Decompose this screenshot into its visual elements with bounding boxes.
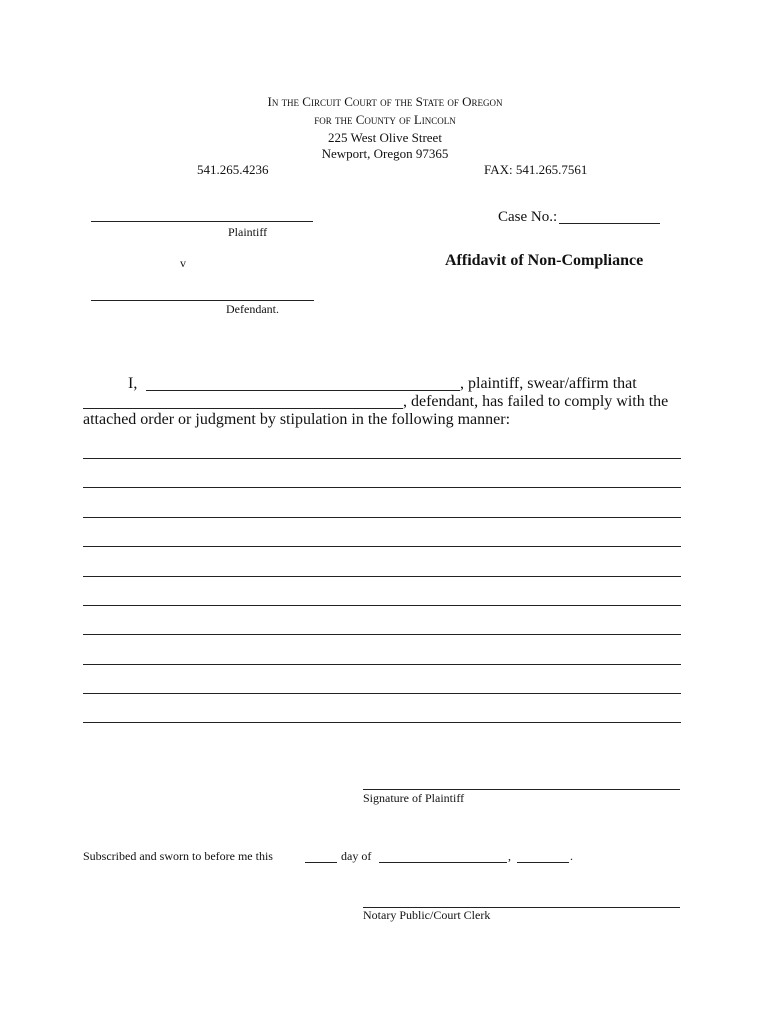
plaintiff-signature-label: Signature of Plaintiff [363,791,465,805]
manner-line[interactable] [83,664,681,665]
statement-line3: attached order or judgment by stipulation in the following manner: [83,411,511,428]
plaintiff-signature-line[interactable] [363,789,680,790]
period-text: . [570,849,573,863]
statement-line1-end: , plaintiff, swear/affirm that [460,375,637,392]
statement-line2-end: , defendant, has failed to comply with the [403,393,669,410]
court-city: Newport, Oregon 97365 [321,146,449,161]
court-fax: FAX: 541.265.7561 [484,162,588,177]
plaintiff-name-field[interactable] [91,221,313,222]
court-street: 225 West Olive Street [328,130,442,145]
statement-i: I, [128,375,138,392]
manner-line[interactable] [83,634,681,635]
sworn-text: Subscribed and sworn to before me this [83,849,273,863]
form-title: Affidavit of Non-Compliance [445,252,644,269]
plaintiff-name-blank[interactable] [146,390,460,391]
sworn-month-field[interactable] [379,862,507,863]
court-phone: 541.265.4236 [197,162,269,177]
plaintiff-label: Plaintiff [228,225,268,239]
court-name-line2: for the County of Lincoln [314,112,456,127]
manner-line[interactable] [83,517,681,518]
case-number-label: Case No.: [498,209,558,225]
court-name-line1: In the Circuit Court of the State of Oregon [267,94,503,109]
manner-line[interactable] [83,722,681,723]
manner-line[interactable] [83,605,681,606]
case-number-field[interactable] [559,223,660,224]
manner-line[interactable] [83,458,681,459]
sworn-year-field[interactable] [517,862,569,863]
notary-label: Notary Public/Court Clerk [363,908,491,922]
sworn-day-field[interactable] [305,862,337,863]
manner-line[interactable] [83,693,681,694]
defendant-name-blank[interactable] [83,408,403,409]
comma-text: , [508,849,511,863]
manner-line[interactable] [83,546,681,547]
defendant-label: Defendant. [226,302,279,316]
versus-label: v [180,256,186,270]
manner-line[interactable] [83,487,681,488]
manner-line[interactable] [83,576,681,577]
defendant-name-field[interactable] [91,300,314,301]
day-of-text: day of [341,849,372,863]
